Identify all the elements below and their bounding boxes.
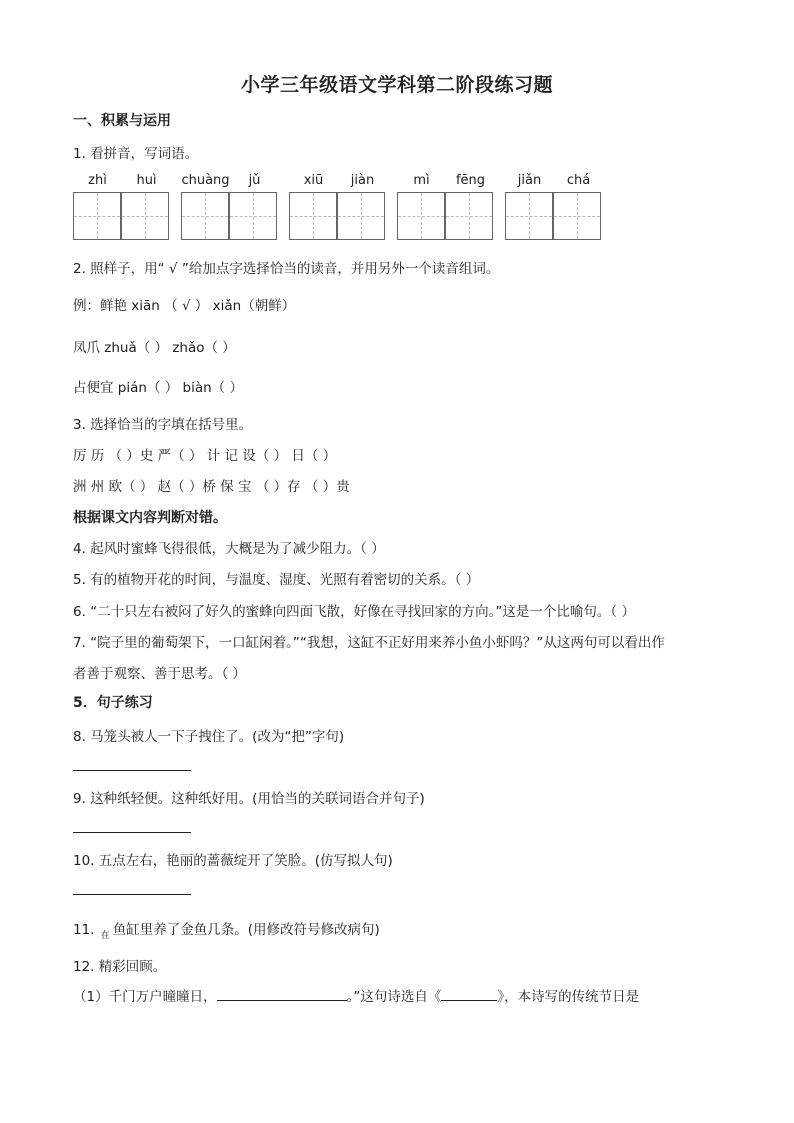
pinyin-group-3 <box>289 170 387 242</box>
question-11-text: 鱼缸里养了金鱼几条。(用修改符号修改病句) <box>112 922 380 938</box>
answer-line-10[interactable] <box>73 894 191 895</box>
writing-box[interactable] <box>121 192 169 240</box>
answer-line-8[interactable] <box>73 770 191 771</box>
writing-box[interactable] <box>289 192 337 240</box>
judge-heading: 根据课文内容判断对错。 <box>73 510 227 526</box>
pinyin-label: chá <box>566 173 591 188</box>
pinyin-label: chuàng <box>181 173 230 188</box>
writing-box[interactable] <box>181 192 229 240</box>
pinyin-group-4 <box>397 170 495 242</box>
question-9: 9. 这种纸轻便。这种纸好用。(用恰当的关联词语合并句子) <box>73 791 425 807</box>
pinyin-label: fēng <box>455 173 486 188</box>
writing-box[interactable] <box>337 192 385 240</box>
question-7-line-1: 7. “院子里的葡萄架下，一口缸闲着。”“我想，这缸不正好用来养小鱼小虾吗？”从这两句可以看出作 <box>73 635 665 651</box>
pinyin-group-5 <box>505 170 603 242</box>
question-3-line-2: 洲 州 欧（ ） 赵（ ）桥 保 宝 （ ）存 （ ）贵 <box>73 479 350 495</box>
writing-box[interactable] <box>445 192 493 240</box>
question-6: 6. “二十只左右被闷了好久的蜜蜂向四面飞散，好像在寻找回家的方向。”这是一个比喻句。（ ） <box>73 604 635 620</box>
insert-mark-char: 在 <box>100 931 110 941</box>
question-2-line-1: 凤爪 zhuǎ（ ） zhǎo（ ） <box>73 340 236 356</box>
pinyin-label: jiǎn <box>517 173 542 188</box>
section-heading-5: 5．句子练习 <box>73 695 153 711</box>
question-1: 1. 看拼音，写词语。 <box>73 146 199 162</box>
writing-box[interactable] <box>505 192 553 240</box>
page-title: 小学三年级语文学科第二阶段练习题 <box>240 74 553 96</box>
pinyin-label: huì <box>136 173 157 188</box>
writing-box[interactable] <box>553 192 601 240</box>
poem-line: （1）千门万户曈曈日， <box>73 989 217 1005</box>
question-3: 3. 选择恰当的字填在括号里。 <box>73 417 253 433</box>
pinyin-label: jǔ <box>248 173 261 188</box>
writing-box[interactable] <box>73 192 121 240</box>
question-2-line-2: 占便宜 pián（ ） biàn（ ） <box>73 380 243 396</box>
pinyin-label: mì <box>413 173 430 188</box>
poem-source-suffix: 》，本诗写的传统节日是 <box>497 989 640 1005</box>
question-11-number: 11. <box>73 922 95 938</box>
poem-source-prefix: 。”这句诗选自《 <box>346 989 442 1005</box>
poem-title-blank[interactable] <box>441 986 497 1001</box>
question-10: 10. 五点左右，艳丽的蔷薇绽开了笑脸。(仿写拟人句) <box>73 853 393 869</box>
question-7-line-2: 者善于观察、善于思考。（ ） <box>73 666 247 682</box>
question-2: 2. 照样子，用“ √ ”给加点字选择恰当的读音，并用另外一个读音组词。 <box>73 261 500 277</box>
writing-box[interactable] <box>229 192 277 240</box>
writing-box[interactable] <box>397 192 445 240</box>
question-11 <box>73 918 380 941</box>
pinyin-label: zhì <box>88 173 107 188</box>
question-12: 12. 精彩回顾。 <box>73 959 167 975</box>
poem-blank[interactable] <box>217 986 347 1001</box>
question-12-part-1 <box>73 985 639 1005</box>
section-heading-1: 一、积累与运用 <box>73 113 171 129</box>
answer-line-9[interactable] <box>73 832 191 833</box>
question-5: 5. 有的植物开花的时间，与温度、湿度、光照有着密切的关系。（ ） <box>73 572 480 588</box>
pinyin-label: jiàn <box>350 173 375 188</box>
question-3-line-1: 厉 历 （ ）史 严（ ） 计 记 设（ ） 日（ ） <box>73 448 337 464</box>
question-2-example: 例：鲜艳 xiān （ √ ） xiǎn（朝鲜） <box>73 298 296 314</box>
question-4: 4. 起风时蜜蜂飞得很低，大概是为了减少阻力。（ ） <box>73 541 385 557</box>
pinyin-group-1 <box>73 170 171 242</box>
question-8: 8. 马笼头被人一下子拽住了。(改为“把”字句) <box>73 729 345 745</box>
pinyin-label: xiū <box>303 173 324 188</box>
pinyin-group-2 <box>181 170 279 242</box>
